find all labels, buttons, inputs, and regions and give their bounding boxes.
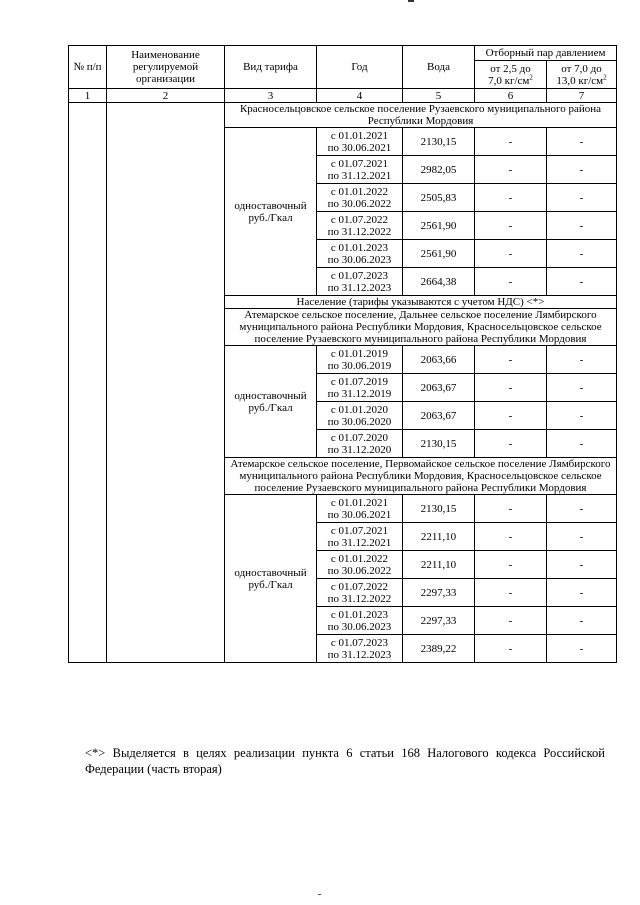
- section-title: Красносельцовское сельское поселение Рузаевского муниципального района Республики Мордовия: [225, 103, 617, 128]
- column-number: 2: [107, 89, 225, 103]
- header-organization: Наименование регулируемой организации: [107, 46, 225, 89]
- steam-tariff-cell: -: [547, 579, 617, 607]
- period-from: с 01.01.2023: [330, 241, 389, 254]
- header-water: Вода: [403, 46, 475, 89]
- period-from: с 01.07.2022: [330, 580, 389, 593]
- period-from: с 01.01.2021: [330, 129, 389, 142]
- period-to: по 30.06.2019: [327, 359, 392, 372]
- period-to: по 30.06.2022: [327, 197, 392, 210]
- steam-tariff-cell: -: [475, 430, 547, 458]
- steam-tariff-cell: -: [547, 430, 617, 458]
- steam-tariff-cell: -: [475, 184, 547, 212]
- column-number: 4: [317, 89, 403, 103]
- period-to: по 31.12.2022: [327, 592, 392, 605]
- period-from: с 01.07.2019: [330, 375, 389, 388]
- period-to: по 31.12.2023: [327, 648, 392, 661]
- steam-tariff-cell: -: [547, 240, 617, 268]
- header-year: Год: [317, 46, 403, 89]
- header-tariff-type: Вид тарифа: [225, 46, 317, 89]
- steam-tariff-cell: -: [547, 346, 617, 374]
- period-from: с 01.01.2019: [330, 347, 389, 360]
- column-number: 3: [225, 89, 317, 103]
- period-cell: [317, 523, 403, 551]
- period-to: по 30.06.2020: [327, 415, 392, 428]
- water-tariff-cell: 2130,15: [403, 430, 475, 458]
- period-to: по 30.06.2021: [327, 508, 392, 521]
- period-cell: [317, 635, 403, 663]
- period-to: по 31.12.2021: [327, 536, 392, 549]
- water-tariff-cell: 2063,66: [403, 346, 475, 374]
- period-cell: [317, 156, 403, 184]
- footnote: <*> Выделяется в целях реализации пункта 6 статьи 168 Налогового кодекса Российской Федерации (часть вторая): [85, 746, 605, 776]
- period-to: по 31.12.2023: [327, 281, 392, 294]
- water-tariff-cell: 2561,90: [403, 240, 475, 268]
- steam-tariff-cell: -: [475, 128, 547, 156]
- steam-tariff-cell: -: [475, 607, 547, 635]
- steam-tariff-cell: -: [475, 551, 547, 579]
- water-tariff-cell: 2211,10: [403, 523, 475, 551]
- steam-tariff-cell: -: [475, 523, 547, 551]
- period-cell: [317, 212, 403, 240]
- steam-tariff-cell: -: [547, 402, 617, 430]
- water-tariff-cell: 2130,15: [403, 495, 475, 523]
- period-cell: [317, 268, 403, 296]
- water-tariff-cell: 2389,22: [403, 635, 475, 663]
- period-to: по 30.06.2022: [327, 564, 392, 577]
- period-from: с 01.01.2021: [330, 496, 389, 509]
- period-to: по 31.12.2019: [327, 387, 392, 400]
- period-from: с 01.01.2022: [330, 552, 389, 565]
- header-row: [69, 46, 617, 61]
- period-from: с 01.07.2023: [330, 269, 389, 282]
- steam-tariff-cell: -: [475, 212, 547, 240]
- period-cell: [317, 402, 403, 430]
- period-cell: [317, 579, 403, 607]
- column-number: 6: [475, 89, 547, 103]
- steam-tariff-cell: -: [547, 128, 617, 156]
- period-to: по 30.06.2023: [327, 253, 392, 266]
- water-tariff-cell: 2063,67: [403, 402, 475, 430]
- tariff-type-cell: одноставочный руб./Гкал: [225, 128, 317, 296]
- period-from: с 01.01.2023: [330, 608, 389, 621]
- period-from: с 01.07.2021: [330, 157, 389, 170]
- period-to: по 30.06.2023: [327, 620, 392, 633]
- column-number: 1: [69, 89, 107, 103]
- steam-tariff-cell: -: [475, 635, 547, 663]
- period-from: с 01.01.2022: [330, 185, 389, 198]
- period-cell: [317, 495, 403, 523]
- section-title: Атемарское сельское поселение, Первомайское сельское поселение Лямбирского муниципального района Республики Мордовия, Красносельцовское сельское поселение Рузаевского муниципального района Республики Мордовия: [225, 458, 617, 495]
- water-tariff-cell: 2297,33: [403, 607, 475, 635]
- period-cell: [317, 430, 403, 458]
- water-tariff-cell: 2982,05: [403, 156, 475, 184]
- period-cell: [317, 551, 403, 579]
- scan-mark: [408, 0, 414, 2]
- water-tariff-cell: 2505,83: [403, 184, 475, 212]
- water-tariff-cell: 2130,15: [403, 128, 475, 156]
- period-cell: [317, 128, 403, 156]
- steam-tariff-cell: -: [547, 374, 617, 402]
- scan-mark: [318, 894, 321, 895]
- steam-tariff-cell: -: [475, 268, 547, 296]
- steam-tariff-cell: -: [547, 268, 617, 296]
- period-to: по 31.12.2020: [327, 443, 392, 456]
- water-tariff-cell: 2297,33: [403, 579, 475, 607]
- period-from: с 01.01.2020: [330, 403, 389, 416]
- header-steam-high: от 7,0 до 13,0 $кг/см^2$: [547, 61, 617, 89]
- organization-cell: [107, 103, 225, 663]
- header-num: № п/п: [69, 46, 107, 89]
- steam-tariff-cell: -: [475, 346, 547, 374]
- period-cell: [317, 374, 403, 402]
- steam-tariff-cell: -: [547, 607, 617, 635]
- water-tariff-cell: 2561,90: [403, 212, 475, 240]
- period-from: с 01.07.2020: [330, 431, 389, 444]
- steam-tariff-cell: -: [547, 523, 617, 551]
- steam-tariff-cell: -: [547, 212, 617, 240]
- header-steam-low: от 2,5 до 7,0 $кг/см^2$: [475, 61, 547, 89]
- number-cell: [69, 103, 107, 663]
- period-cell: [317, 346, 403, 374]
- section-title-row: [69, 103, 617, 128]
- steam-tariff-cell: -: [475, 240, 547, 268]
- period-to: по 31.12.2021: [327, 169, 392, 182]
- steam-tariff-cell: -: [475, 156, 547, 184]
- steam-tariff-cell: -: [547, 495, 617, 523]
- water-tariff-cell: 2211,10: [403, 551, 475, 579]
- period-cell: [317, 240, 403, 268]
- section-title: Атемарское сельское поселение, Дальнее сельское поселение Лямбирского муниципального района Республики Мордовия, Красносельцовское сельское поселение Рузаевского муниципального района Республики Мордовия: [225, 309, 617, 346]
- water-tariff-cell: 2664,38: [403, 268, 475, 296]
- header-steam-group: Отборный пар давлением: [475, 46, 617, 61]
- tariff-type-cell: одноставочный руб./Гкал: [225, 495, 317, 663]
- column-number: 7: [547, 89, 617, 103]
- tariff-table: [68, 45, 617, 663]
- period-from: с 01.07.2021: [330, 524, 389, 537]
- steam-tariff-cell: -: [547, 184, 617, 212]
- column-number: 5: [403, 89, 475, 103]
- period-to: по 30.06.2021: [327, 141, 392, 154]
- period-cell: [317, 607, 403, 635]
- steam-tariff-cell: -: [547, 156, 617, 184]
- steam-tariff-cell: -: [475, 579, 547, 607]
- steam-tariff-cell: -: [547, 551, 617, 579]
- steam-tariff-cell: -: [475, 402, 547, 430]
- steam-tariff-cell: -: [475, 374, 547, 402]
- period-from: с 01.07.2023: [330, 636, 389, 649]
- steam-tariff-cell: -: [475, 495, 547, 523]
- period-from: с 01.07.2022: [330, 213, 389, 226]
- column-number-row: [69, 89, 617, 103]
- population-subheading: Население (тарифы указываются с учетом НДС) <*>: [225, 296, 617, 309]
- tariff-type-cell: одноставочный руб./Гкал: [225, 346, 317, 458]
- steam-tariff-cell: -: [547, 635, 617, 663]
- water-tariff-cell: 2063,67: [403, 374, 475, 402]
- period-to: по 31.12.2022: [327, 225, 392, 238]
- period-cell: [317, 184, 403, 212]
